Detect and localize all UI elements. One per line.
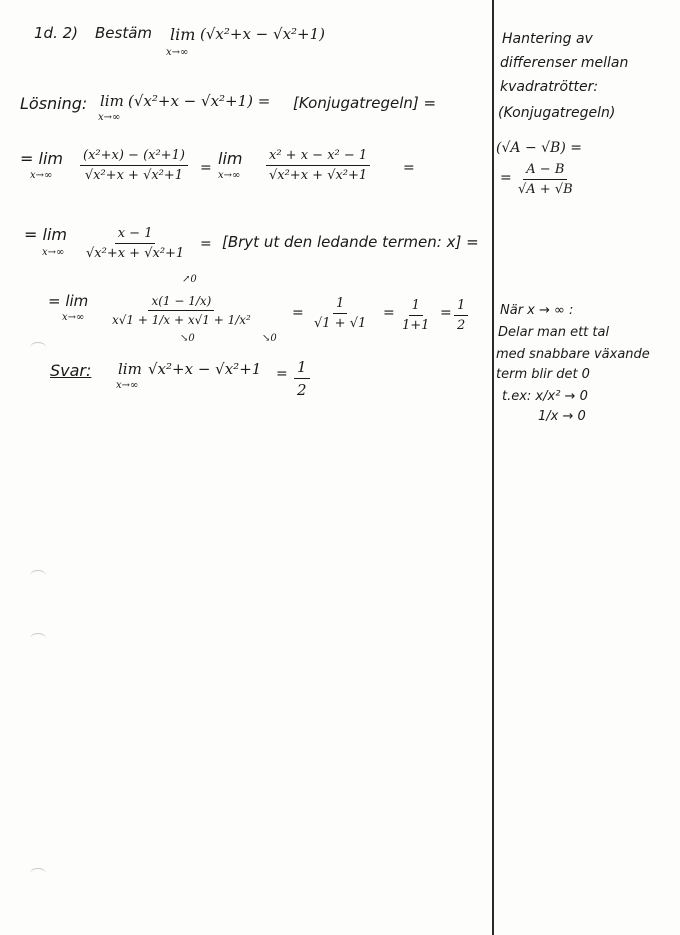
- binder-hole: [30, 633, 46, 644]
- binder-hole: [30, 868, 46, 879]
- step4-lead: = lim: [48, 292, 89, 310]
- step2-equals: =: [200, 160, 212, 176]
- sidebar-bottom-line: term blir det 0: [496, 367, 590, 382]
- sidebar-formula-equals: =: [500, 170, 512, 186]
- step2-tail: =: [403, 160, 415, 176]
- step2-lead: = lim: [20, 149, 63, 168]
- step2-numerator-2: x² + x − x² − 1: [266, 148, 370, 166]
- sidebar-top-line: (Konjugatregeln): [498, 105, 616, 121]
- sidebar-formula-den: √A + √B: [518, 182, 573, 197]
- step2-numerator-1: (x²+x) − (x²+1): [80, 148, 188, 166]
- step4-f3-num: 1: [454, 298, 468, 316]
- answer-num: 1: [294, 358, 310, 379]
- step4-denominator: x√1 + 1/x + x√1 + 1/x²: [112, 313, 251, 327]
- step4-fraction-3: [454, 298, 468, 333]
- answer-lim-sub: x→∞: [116, 380, 139, 391]
- step4-f2-num: 1: [409, 298, 423, 316]
- step3-sub: x→∞: [42, 247, 65, 258]
- binder-hole: [30, 570, 46, 581]
- step4-fraction: [112, 294, 251, 327]
- answer-fraction: [294, 358, 310, 399]
- solution-lim-sub: x→∞: [98, 112, 121, 123]
- problem-lim-sub: x→∞: [166, 47, 189, 58]
- solution-bracket: [Konjugatregeln] =: [293, 94, 437, 112]
- step3-denominator: √x²+x + √x²+1: [86, 246, 185, 261]
- binder-hole: [30, 342, 46, 353]
- step4-equals-3: =: [440, 305, 452, 321]
- step4-arrow-b: ↘0: [262, 333, 277, 344]
- step2-fraction-1: [80, 148, 188, 183]
- problem-verb: Bestäm: [95, 24, 153, 42]
- answer-expression: √x²+x − √x²+1: [148, 360, 262, 378]
- step4-f2-den: 1+1: [402, 318, 430, 333]
- step4-arrow-top: ↗0: [182, 274, 197, 285]
- step2-denominator-2: √x²+x + √x²+1: [268, 168, 368, 183]
- step4-f3-den: 2: [457, 318, 466, 333]
- step3-lead: = lim: [24, 225, 67, 244]
- sidebar-bottom-line: t.ex: x/x² → 0: [502, 389, 588, 404]
- problem-lim: lim: [170, 25, 196, 44]
- sidebar-bottom-line: 1/x → 0: [538, 409, 586, 424]
- step4-f1-num: 1: [333, 296, 347, 314]
- problem-label: 1d. 2): [34, 24, 78, 42]
- step3-numerator: x − 1: [115, 226, 156, 244]
- sidebar-top-line: differenser mellan: [500, 55, 629, 71]
- solution-label: Lösning:: [20, 94, 88, 113]
- solution-lim: lim: [100, 92, 124, 110]
- step2-fraction-2: [266, 148, 370, 183]
- answer-den: 2: [297, 381, 307, 399]
- sidebar-formula-fraction: [518, 162, 573, 197]
- step2-sub: x→∞: [30, 170, 53, 181]
- step4-equals-1: =: [292, 305, 304, 321]
- step2-lim2: lim: [218, 149, 243, 168]
- sidebar-bottom-line: När x → ∞ :: [500, 303, 574, 318]
- sidebar-bottom-line: Delar man ett tal: [498, 325, 610, 340]
- sidebar-bottom-line: med snabbare växande: [496, 347, 650, 362]
- step3-equals: =: [200, 236, 212, 252]
- answer-equals: =: [276, 366, 288, 382]
- step4-f1-den: √1 + √1: [314, 316, 367, 331]
- step4-fraction-1: [314, 296, 366, 331]
- step4-numerator: x(1 − 1/x): [148, 294, 214, 311]
- sidebar-formula-num: A − B: [523, 162, 567, 180]
- sidebar-top-line: kvadratrötter:: [500, 79, 599, 95]
- problem-expression: (√x²+x − √x²+1): [200, 25, 326, 43]
- sidebar-formula-left: (√A − √B) =: [496, 140, 582, 156]
- step3-bracket: [Bryt ut den ledande termen: x] =: [222, 233, 479, 251]
- step3-fraction: [86, 226, 184, 261]
- answer-label: Svar:: [50, 361, 92, 380]
- solution-expression: (√x²+x − √x²+1) =: [128, 92, 271, 110]
- step4-arrow-a: ↘0: [180, 333, 195, 344]
- answer-lim: lim: [118, 360, 142, 378]
- step2-sub2: x→∞: [218, 170, 241, 181]
- step4-sub: x→∞: [62, 312, 85, 323]
- step2-denominator-1: √x²+x + √x²+1: [84, 168, 184, 183]
- margin-divider: [492, 0, 494, 935]
- step4-equals-2: =: [383, 305, 395, 321]
- sidebar-top-line: Hantering av: [502, 31, 593, 47]
- step4-fraction-2: [402, 298, 429, 333]
